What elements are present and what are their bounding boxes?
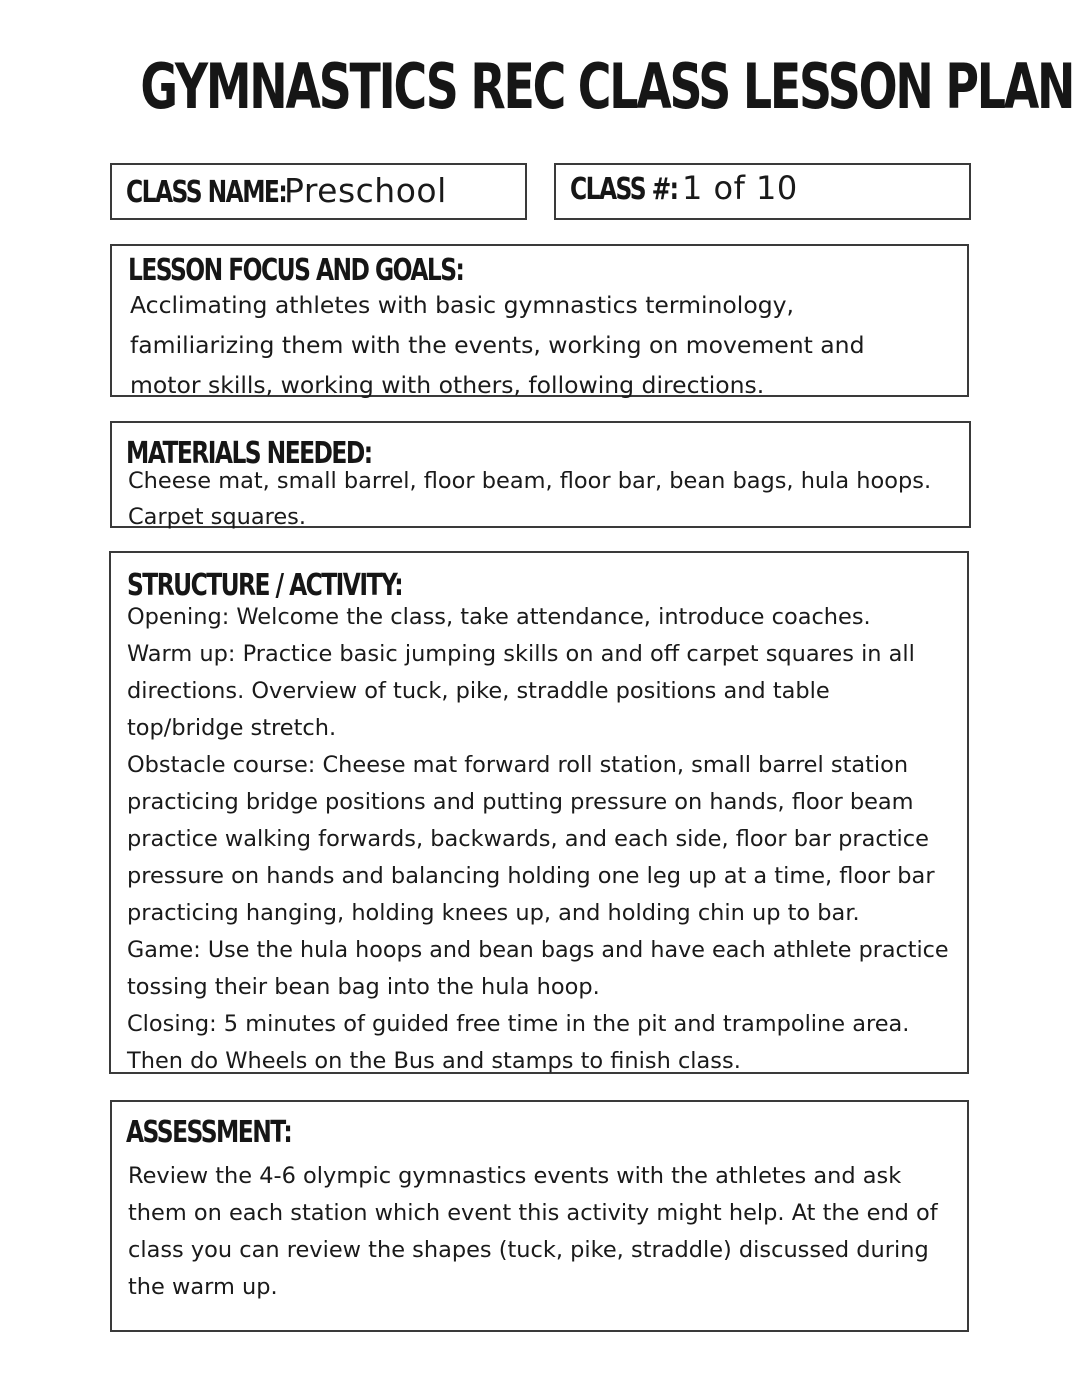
lesson-focus-box bbox=[110, 244, 969, 397]
class-name-box bbox=[110, 163, 527, 220]
assessment-text bbox=[128, 1158, 951, 1306]
structure-line: practicing bridge positions and putting pressure on hands, floor beam bbox=[127, 789, 914, 815]
assessment-line: Review the 4-6 olympic gymnastics events with the athletes and ask bbox=[128, 1163, 902, 1189]
structure-label: STRUCTURE / ACTIVITY: bbox=[127, 568, 403, 603]
structure-line: top/bridge stretch. bbox=[127, 715, 337, 741]
lesson-focus-line: familiarizing them with the events, working on movement and bbox=[130, 331, 865, 359]
class-number-box bbox=[554, 163, 971, 220]
structure-line: practice walking forwards, backwards, and each side, floor bar practice bbox=[127, 826, 929, 852]
materials-line: Carpet squares. bbox=[128, 504, 307, 530]
structure-line: pressure on hands and balancing holding one leg up at a time, floor bar bbox=[127, 863, 935, 889]
class-number-label: CLASS #: bbox=[570, 172, 678, 207]
lesson-focus-text bbox=[130, 285, 951, 405]
materials-label: MATERIALS NEEDED: bbox=[126, 436, 372, 471]
structure-box bbox=[109, 551, 969, 1074]
materials-line: Cheese mat, small barrel, floor beam, floor bar, bean bags, hula hoops. bbox=[128, 468, 932, 494]
structure-line: practicing hanging, holding knees up, and holding chin up to bar. bbox=[127, 900, 860, 926]
structure-text bbox=[127, 599, 951, 1080]
structure-line: Obstacle course: Cheese mat forward roll station, small barrel station bbox=[127, 752, 909, 778]
assessment-line: class you can review the shapes (tuck, pike, straddle) discussed during bbox=[128, 1237, 929, 1263]
structure-line: Opening: Welcome the class, take attendance, introduce coaches. bbox=[127, 604, 871, 630]
structure-line: Game: Use the hula hoops and bean bags and have each athlete practice bbox=[127, 937, 949, 963]
materials-text bbox=[128, 463, 953, 535]
assessment-box bbox=[110, 1100, 969, 1332]
materials-box bbox=[110, 421, 971, 528]
structure-line: Closing: 5 minutes of guided free time in the pit and trampoline area. bbox=[127, 1011, 910, 1037]
assessment-line: them on each station which event this activity might help. At the end of bbox=[128, 1200, 938, 1226]
class-name-label: CLASS NAME: bbox=[126, 175, 287, 210]
assessment-line: the warm up. bbox=[128, 1274, 278, 1300]
lesson-focus-line: motor skills, working with others, following directions. bbox=[130, 371, 765, 399]
assessment-label: ASSESSMENT: bbox=[126, 1115, 292, 1150]
structure-line: Warm up: Practice basic jumping skills on and off carpet squares in all bbox=[127, 641, 915, 667]
lesson-focus-label: LESSON FOCUS AND GOALS: bbox=[128, 253, 464, 288]
class-number-value: 1 of 10 bbox=[682, 169, 798, 207]
structure-line: directions. Overview of tuck, pike, straddle positions and table bbox=[127, 678, 830, 704]
structure-line: tossing their bean bag into the hula hoop. bbox=[127, 974, 600, 1000]
class-name-value: Preschool bbox=[284, 171, 447, 210]
lesson-focus-line: Acclimating athletes with basic gymnastics terminology, bbox=[130, 291, 795, 319]
page-title: GYMNASTICS REC CLASS LESSON PLAN bbox=[140, 50, 1074, 123]
structure-line: Then do Wheels on the Bus and stamps to finish class. bbox=[127, 1048, 741, 1074]
